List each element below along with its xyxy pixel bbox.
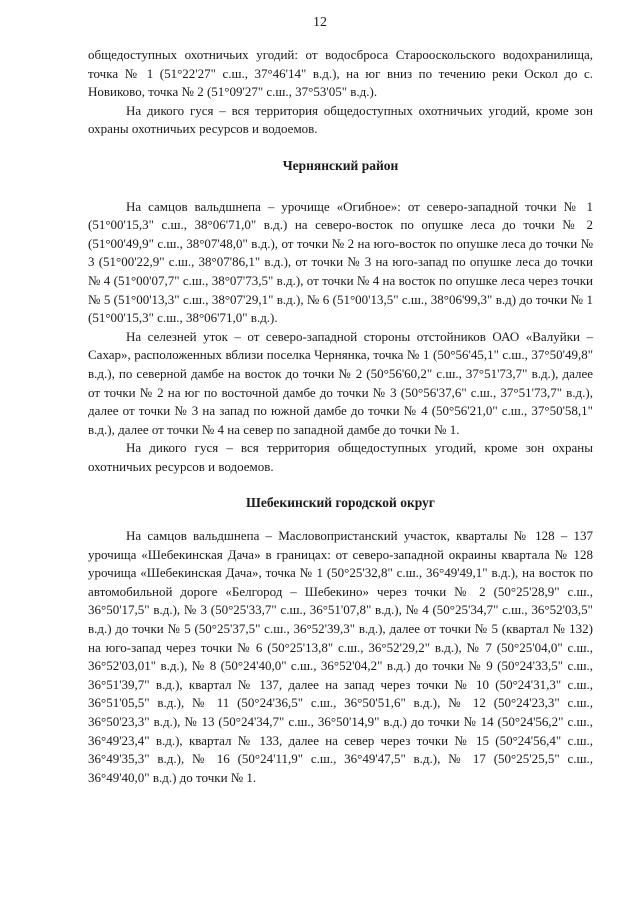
page-number: 12 [313, 15, 327, 30]
paragraph-chernyansky-woodcock: На самцов вальдшнепа – урочище «Огибное»: от северо-западной точки № 1 (51°00'15,3" с.ш., 38°06'71,0" в.д.) на северо-восток по опушке леса до точки № 2 (51°00'49,9" с.ш., 38°07'48,0" в.д.), от точки № 2 на юго-восток по опушке леса до точки № 3 (51°00'22,9" с.ш., 38°07'86,1" в.д.), от точки № 3 на юго-запад по опушке леса до точки № 4 (51°00'07,7" с.ш., 38°07'73,5" в.д.), от точки № 4 на восток по опушке леса через точки № 5 (51°00'13,3" с.ш., 38°07'29,1" в.д.), № 6 (51°00'13,5" с.ш., 38°06'99,3" в.д) до точки № 1 (51°00'15,3" с.ш., 38°06'71,0" в.д.). [88, 198, 593, 326]
paragraph-intro-continuation: общедоступных охотничьих угодий: от водосброса Старооскольского водохранилища, точка № 1 (51°22'27" с.ш., 37°46'14" в.д.), на юг вниз по течению реки Оскол до с. Новиково, точка № 2 (51°09'27" с.ш., 37°53'05" в.д.). [88, 47, 593, 100]
paragraph-chernyansky-wild-goose: На дикого гуся – вся территория общедоступных угодий, кроме зон охраны охотничьих ресурсов и водоемов. [88, 440, 593, 474]
section-heading-shebekinsky: Шебекинский городской округ [246, 495, 435, 511]
paragraph-intro-wild-goose: На дикого гуся – вся территория общедоступных охотничьих угодий, кроме зон охраны охотничьих ресурсов и водоемов. [88, 102, 593, 137]
paragraph-shebekinsky-woodcock: На самцов вальдшнепа – Масловопристанский участок, кварталы № 128 – 137 урочища «Шебекинская Дача» в границах: от северо-западной окраины квартала № 128 урочища «Шебекинская Дача», точка № 1 (50°25'32,8" с.ш., 36°49'49,1" в.д.), на восток по автомобильной дороге «Белгород – Шебекино» через точки № 2 (50°25'28,9" с.ш., 36°50'17,5" в.д.), № 3 (50°25'33,7" с.ш., 36°51'07,8" в.д.), № 4 (50°25'34,7" с.ш., 36°52'03,5" в.д.) до точки № 5 (50°25'37,5" с.ш., 36°52'39,3" в.д.), далее от точки № 5 (квартал № 132) на юго-запад через точки № 6 (50°25'13,8" с.ш., 36°52'29,2" в.д.), № 7 (50°25'04,0" с.ш., 36°52'03,01" в.д.), № 8 (50°24'40,0" с.ш., 36°52'04,2" в.д.) до точки № 9 (50°24'33,5" с.ш., 36°51'39,7" в.д.), квартал № 137, далее на запад через точки № 10 (50°24'31,3" с.ш., 36°51'05,5" в.д.), № 11 (50°24'36,5" с.ш., 36°50'51,6" в.д.), № 12 (50°24'23,3" с.ш., 36°50'23,3" в.д.), № 13 (50°24'34,7" с.ш., 36°50'14,9" в.д.) до точки № 14 (50°24'56,2" с.ш., 36°49'23,4" в.д.), квартал № 133, далее на север через точки № 15 (50°24'56,4" с.ш., 36°49'35,3" в.д.), № 16 (50°24'11,9" с.ш., 36°49'47,5" в.д.), № 17 (50°25'25,5" с.ш., 36°49'40,0" в.д.) до точки № 1. [88, 528, 593, 785]
section-heading-chernyansky: Чернянский район [282, 157, 399, 173]
document-body [88, 46, 593, 787]
paragraph-chernyansky-ducks: На селезней уток – от северо-западной стороны отстойников ОАО «Валуйки – Сахар», расположенных вблизи поселка Чернянка, точка № 1 (50°56'45,1" с.ш., 37°50'49,8" в.д.), по северной дамбе на восток до точки № 2 (50°56'60,2" с.ш., 37°51'73,7" в.д.), далее от точки № 2 на юг по восточной дамбе до точки № 3 (50°56'37,6" с.ш., 37°51'73,7" в.д.), далее от точки № 3 на запад по южной дамбе до точки № 4 (50°56'21,0" с.ш., 37°50'58,1" в.д.), далее от точки № 4 на север по западной дамбе до точки № 1. [88, 328, 593, 437]
